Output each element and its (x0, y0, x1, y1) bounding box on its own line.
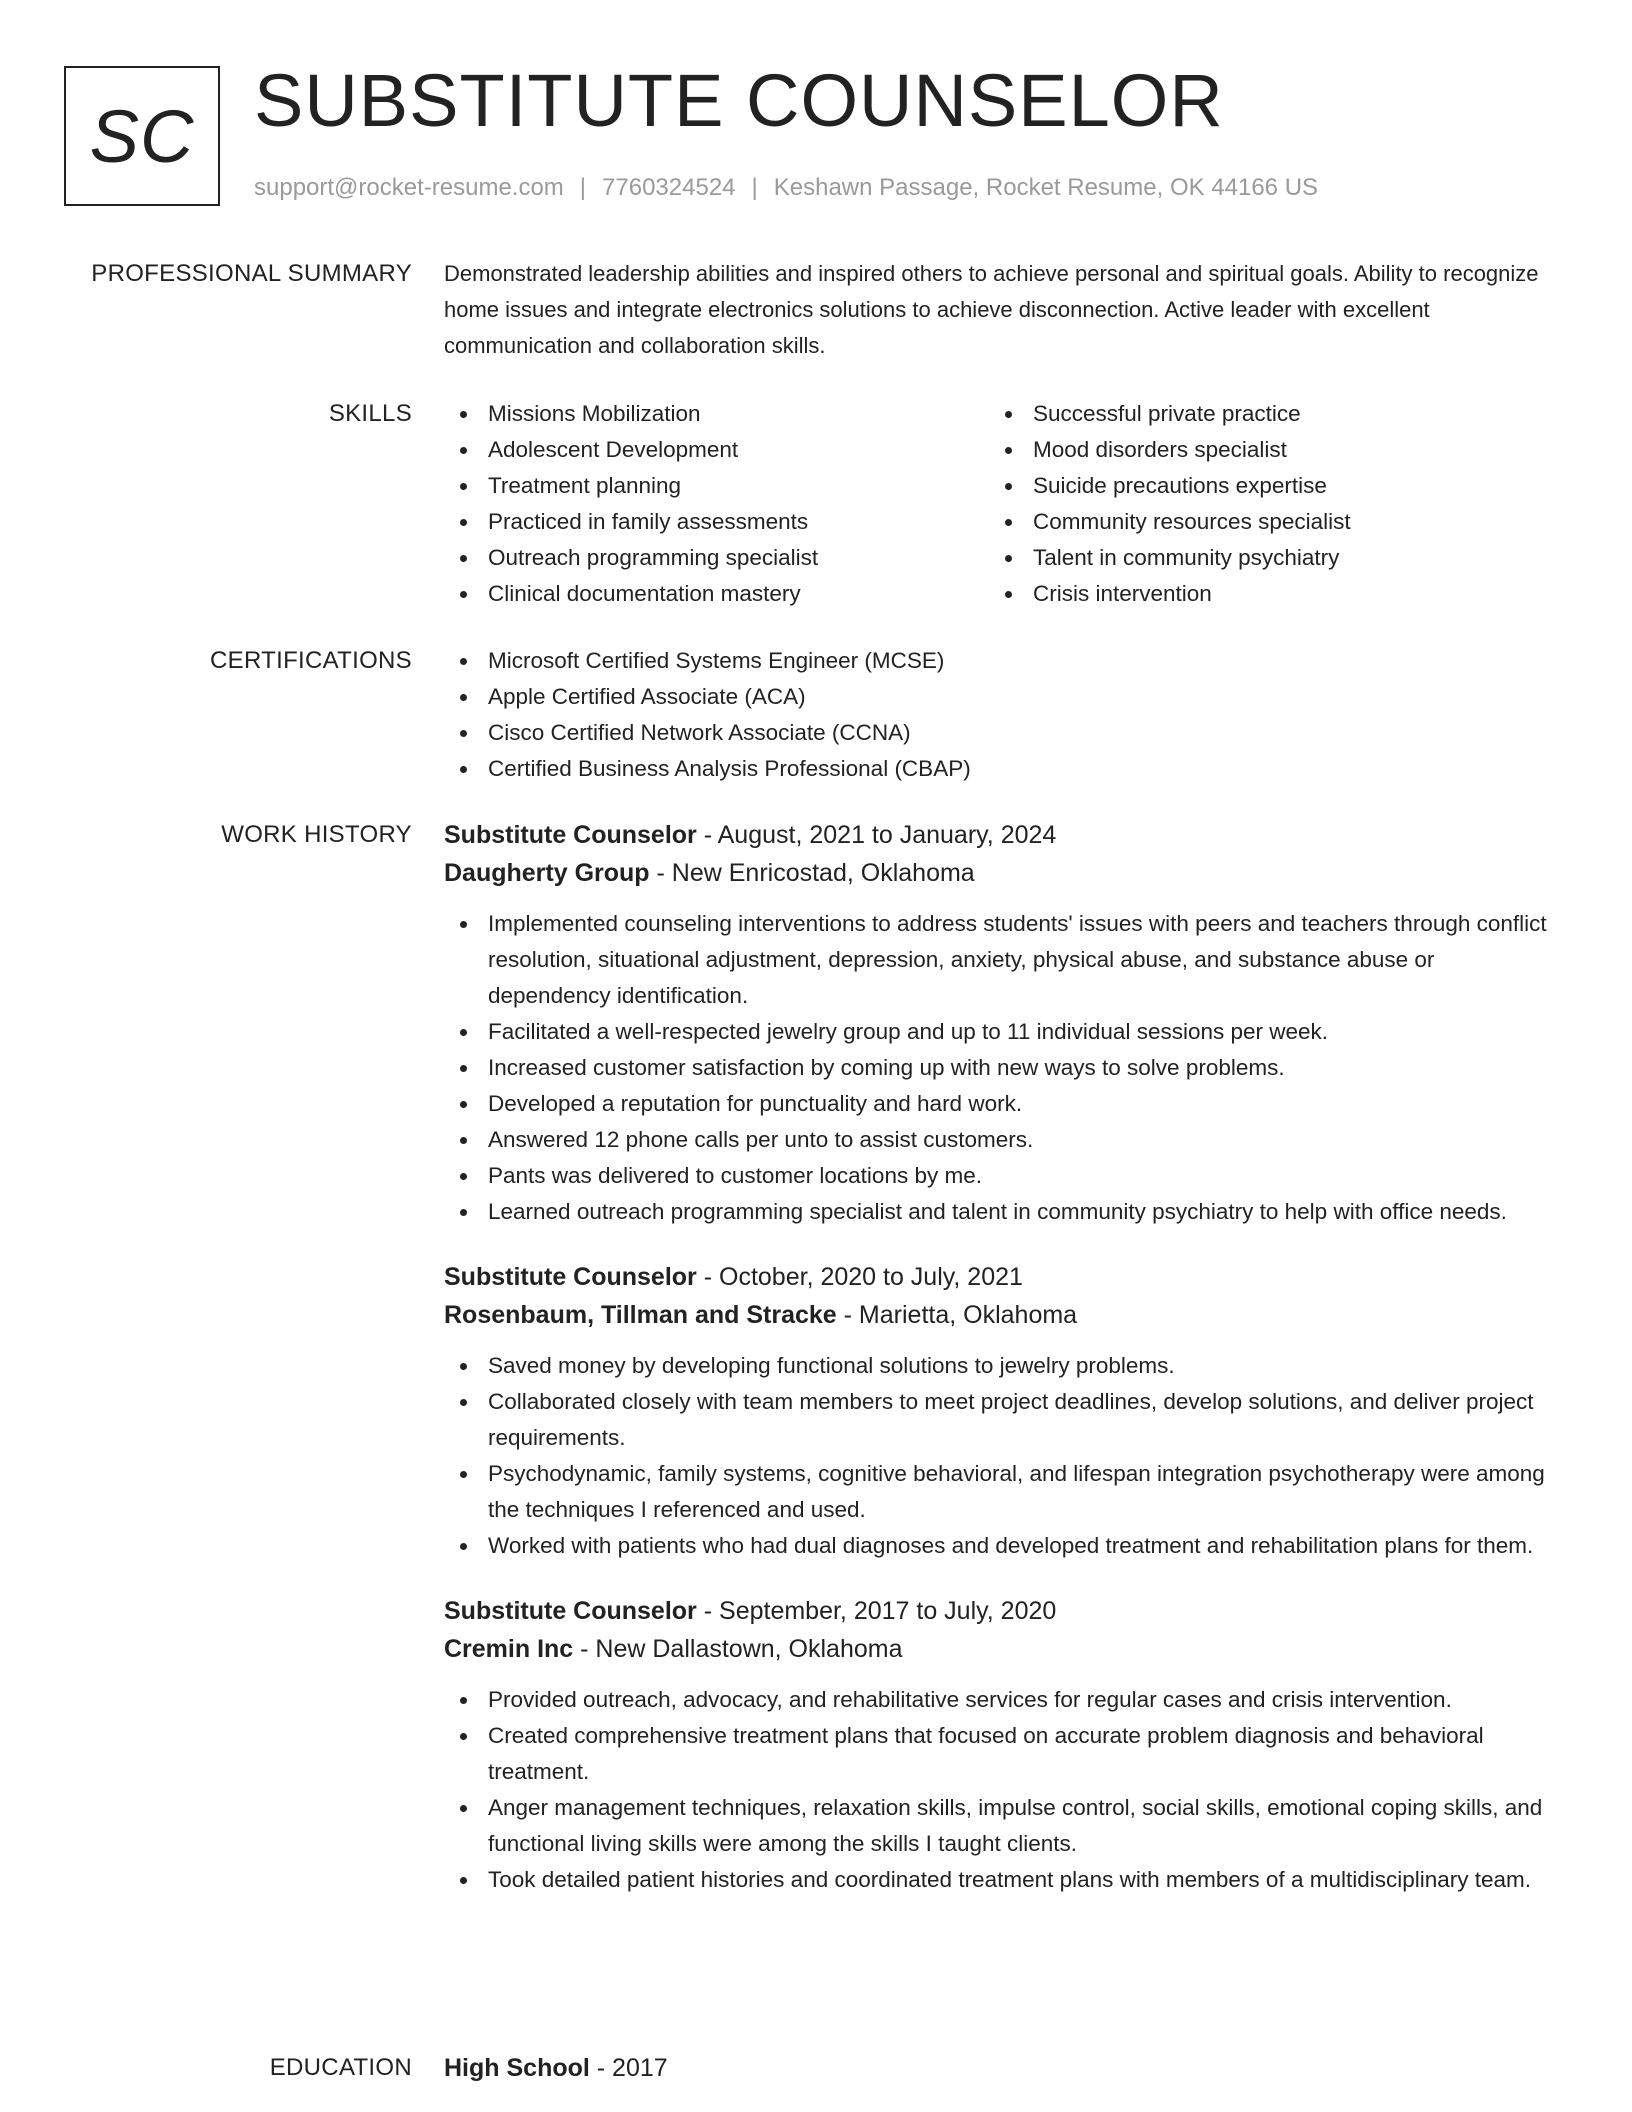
job-company-line (444, 854, 1560, 892)
job-title: Substitute Counselor (444, 821, 697, 849)
section-heading: CERTIFICATIONS (210, 647, 412, 674)
job-title-line (444, 816, 1560, 854)
job-duty-item: Saved money by developing functional solutions to jewelry problems. (444, 1348, 1560, 1384)
certifications-body (444, 643, 1560, 787)
job-dates: - October, 2020 to July, 2021 (696, 1263, 1023, 1291)
job-title: Substitute Counselor (444, 1597, 697, 1625)
monogram-box (64, 66, 220, 206)
job-entry (444, 1258, 1560, 1564)
job-duties-list (444, 906, 1560, 1230)
job-duty-item: Created comprehensive treatment plans that focused on accurate problem diagnosis and behavioral treatment. (444, 1718, 1560, 1790)
job-duty-item: Implemented counseling interventions to address students' issues with peers and teachers through conflict resolution, situational adjustment, depression, anxiety, physical abuse, and substance abuse or dependency identification. (444, 906, 1560, 1014)
job-duties-list (444, 1682, 1560, 1898)
job-duty-item: Psychodynamic, family systems, cognitive behavioral, and lifespan integration psychotherapy were among the techniques I referenced and used. (444, 1456, 1560, 1528)
job-company: Cremin Inc (444, 1635, 574, 1663)
job-duty-item: Facilitated a well-respected jewelry group and up to 11 individual sessions per week. (444, 1014, 1560, 1050)
job-duties-list (444, 1348, 1560, 1564)
job-entry (444, 1592, 1560, 1898)
monogram-initials: SC (89, 95, 195, 178)
job-location: - New Dallastown, Oklahoma (573, 1635, 903, 1663)
job-entry (444, 816, 1560, 1230)
job-duty-item: Learned outreach programming specialist and talent in community psychiatry to help with office needs. (444, 1194, 1560, 1230)
skill-item: Crisis intervention (989, 576, 1534, 612)
contact-address: Keshawn Passage, Rocket Resume, OK 44166 US (773, 174, 1319, 201)
job-duty-item: Anger management techniques, relaxation skills, impulse control, social skills, emotional coping skills, and functional living skills were among the skills I taught clients. (444, 1790, 1560, 1862)
job-duty-item: Pants was delivered to customer locations by me. (444, 1158, 1560, 1194)
job-company: Rosenbaum, Tillman and Stracke (444, 1301, 837, 1329)
job-location: - New Enricostad, Oklahoma (649, 859, 975, 887)
education-line (444, 2049, 1560, 2087)
summary-text: Demonstrated leadership abilities and inspired others to achieve personal and spiritual goals. Ability to recognize home issues and integrate electronics solutions to achieve disconnection. Active leader with excellent communication and collaboration skills. (444, 261, 1539, 358)
education-degree: High School (444, 2054, 590, 2082)
job-duty-item: Answered 12 phone calls per unto to assist customers. (444, 1122, 1560, 1158)
section-heading: WORK HISTORY (221, 821, 412, 848)
contact-line (254, 174, 1318, 202)
skill-item: Missions Mobilization (444, 396, 989, 432)
job-title-line (444, 1258, 1560, 1296)
education-year: - 2017 (589, 2054, 668, 2082)
job-duty-item: Collaborated closely with team members to meet project deadlines, develop solutions, and deliver project requirements. (444, 1384, 1560, 1456)
skill-item: Treatment planning (444, 468, 989, 504)
certification-item: Cisco Certified Network Associate (CCNA) (444, 715, 1560, 751)
contact-phone[interactable]: 7760324524 (602, 174, 736, 201)
job-duty-item: Provided outreach, advocacy, and rehabilitative services for regular cases and crisis intervention. (444, 1682, 1560, 1718)
certification-item: Certified Business Analysis Professional (CBAP) (444, 751, 1560, 787)
section-heading: PROFESSIONAL SUMMARY (91, 260, 412, 287)
section-heading: SKILLS (328, 400, 412, 427)
skills-list-left (444, 396, 989, 612)
job-duty-item: Worked with patients who had dual diagnoses and developed treatment and rehabilitation plans for them. (444, 1528, 1560, 1564)
skill-item: Mood disorders specialist (989, 432, 1534, 468)
job-company: Daugherty Group (444, 859, 650, 887)
skill-item: Suicide precautions expertise (989, 468, 1534, 504)
skill-item: Clinical documentation mastery (444, 576, 989, 612)
certification-item: Apple Certified Associate (ACA) (444, 679, 1560, 715)
job-duty-item: Increased customer satisfaction by coming up with new ways to solve problems. (444, 1050, 1560, 1086)
section-heading: EDUCATION (269, 2054, 412, 2081)
skills-body (444, 396, 1560, 612)
education-body (444, 2049, 1560, 2087)
contact-email[interactable]: support@rocket-resume.com (254, 174, 564, 201)
certification-item: Microsoft Certified Systems Engineer (MCSE) (444, 643, 1560, 679)
contact-separator: | (751, 174, 758, 201)
contact-separator: | (579, 174, 587, 201)
skill-item: Successful private practice (989, 396, 1534, 432)
work-history-body (444, 816, 1560, 1926)
page-title: SUBSTITUTE COUNSELOR (254, 59, 1224, 142)
job-duty-item: Developed a reputation for punctuality and hard work. (444, 1086, 1560, 1122)
job-title-line (444, 1592, 1560, 1630)
skill-item: Practiced in family assessments (444, 504, 989, 540)
job-location: - Marietta, Oklahoma (836, 1301, 1078, 1329)
job-company-line (444, 1296, 1560, 1334)
skills-list-right (989, 396, 1534, 612)
skill-item: Adolescent Development (444, 432, 989, 468)
job-duty-item: Took detailed patient histories and coordinated treatment plans with members of a multidisciplinary team. (444, 1862, 1560, 1898)
job-title: Substitute Counselor (444, 1263, 697, 1291)
certifications-list (444, 643, 1560, 787)
job-dates: - August, 2021 to January, 2024 (696, 821, 1057, 849)
skill-item: Talent in community psychiatry (989, 540, 1534, 576)
skill-item: Outreach programming specialist (444, 540, 989, 576)
job-company-line (444, 1630, 1560, 1668)
job-dates: - September, 2017 to July, 2020 (696, 1597, 1057, 1625)
skill-item: Community resources specialist (989, 504, 1534, 540)
